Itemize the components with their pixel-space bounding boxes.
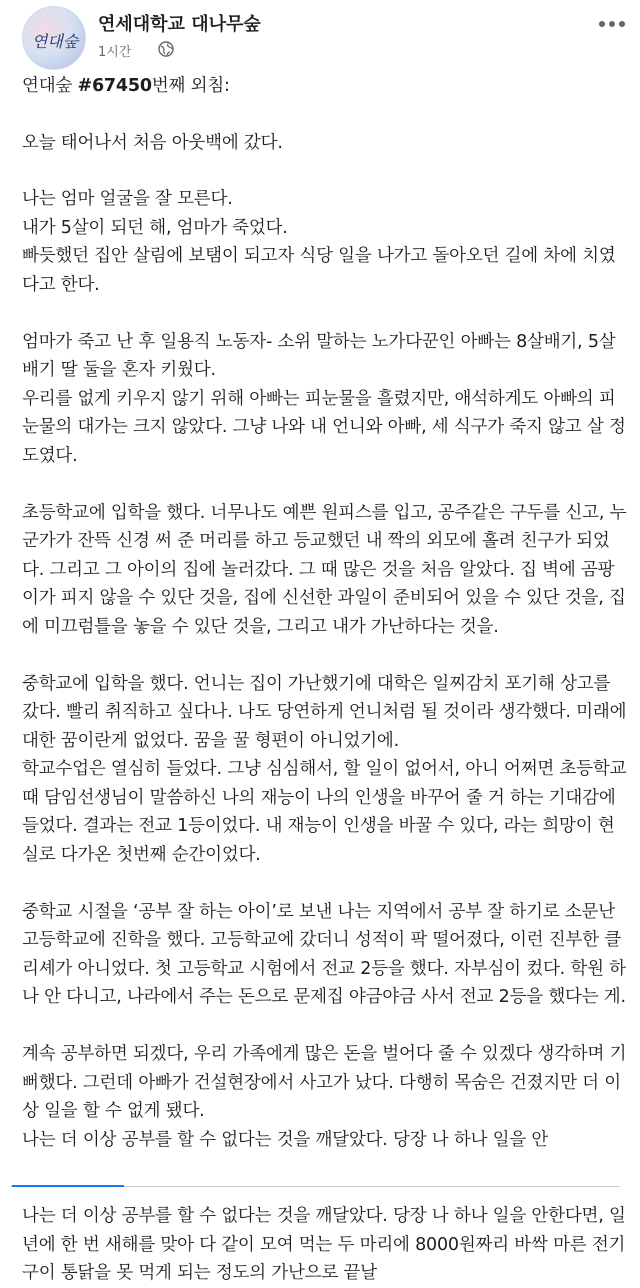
more-dots-icon[interactable] [596,14,628,34]
post-paragraph: 초등학교에 입학을 했다. 너무나도 예쁜 원피스를 입고, 공주같은 구두를 신고, 누군가가 잔뜩 신경 써 준 머리를 하고 등교했던 내 짝의 외모에 홀려 친구가 되었다. 그리고 그 아이의 집에 놀러갔다. 그 때 많은 것을 처음 알았다. 집 벽에 곰팡이가 피지 않을 수 있단 것을, 집에 신선한 과일이 준비되어 있을 수 있단 것을, 집에 미끄럼틀을 놓을 수 있단 것을, 그리고 내가 가난하다는 것을. [22,502,627,637]
avatar-logo-text: 연대숲 [31,32,79,51]
post-paragraph: 오늘 태어나서 처음 아웃백에 갔다. [22,132,283,153]
divider-accent [12,1185,124,1187]
post-paragraph: 계속 공부하면 되겠다, 우리 가족에게 많은 돈을 벌어다 줄 수 있겠다 생각하며 기뻐했다. 그런데 아빠가 건설현장에서 사고가 났다. 다행히 목숨은 건졌지만 더 이상 일을 할 수 없게 됐다. 나는 더 이상 공부를 할 수 없다는 것을 깨달았다. 당장 나 하나 일을 안 [22,1044,627,1150]
post-title-suffix: 번째 외침: [151,76,230,96]
post-header [0,0,640,72]
globe-icon [158,41,174,57]
post-title-prefix: 연대숲 [22,76,78,96]
post-title [22,72,630,101]
page-name-link[interactable]: 연세대학교 대나무숲 [98,14,261,35]
post-paragraph: 중학교에 입학을 했다. 언니는 집이 가난했기에 대학은 일찌감치 포기해 상고를 갔다. 빨리 취직하고 싶다나. 나도 당연하게 언니처럼 될 것이라 생각했다. 미래에 대한 꿈이란게 없었다. 꿈을 꿀 형편이 아니었기에. 학교수업은 열심히 들었다. 그냥 심심해서, 할 일이 없어서, 아니 어쩌면 초등학교 때 담임선생님이 말씀하신 나의 재능이 나의 인생을 바꾸어 줄 거 하는 기대감에 들었다. 결과는 전교 1등이었다. 내 재능이 인생을 바꿀 수 있다, 라는 희망이 현실로 다가온 첫번째 순간이었다. [22,673,627,866]
post-hashtag[interactable]: #67450 [77,76,152,96]
page-avatar[interactable] [22,6,86,70]
continuation-paragraph: 나는 더 이상 공부를 할 수 없다는 것을 깨달았다. 당장 나 하나 일을 안한다면, 일 년에 한 번 새해를 맞아 다 같이 모여 먹는 두 마리에 8000원짜리 바싹 마른 전기구이 통닭을 못 먹게 되는 정도의 가난으로 끝날 [22,1206,626,1284]
post-timestamp[interactable]: 1시간 [98,45,132,60]
post-body [22,72,630,1182]
post-paragraph: 나는 엄마 얼굴을 잘 모른다. 내가 5살이 되던 해, 엄마가 죽었다. 빠듯했던 집안 살림에 보탬이 되고자 식당 일을 나가고 돌아오던 길에 차에 치였다고 한다. [22,189,616,295]
post-paragraph: 중학교 시절을 ‘공부 잘 하는 아이’로 보낸 나는 지역에서 공부 잘 하기로 소문난 고등학교에 진학을 했다. 고등학교에 갔더니 성적이 팍 떨어졌다, 이런 진부한 클리셰가 아니었다. 첫 고등학교 시험에서 전교 2등을 했다. 자부심이 컸다. 학원 하나 안 다니고, 나라에서 주는 돈으로 문제집 야금야금 사서 전교 2등을 했다는 게. [22,901,626,1008]
post-continuation [22,1202,630,1288]
post-paragraph: 엄마가 죽고 난 후 일용직 노동자- 소위 말하는 노가다꾼인 아빠는 8살배기, 5살배기 딸 둘을 혼자 키웠다. 우리를 없게 키우지 않기 위해 아빠는 피눈물을 흘렸지만, 애석하게도 아빠의 피눈물의 대가는 크지 않았다. 그냥 나와 내 언니와 아빠, 세 식구가 죽지 않고 살 정도였다. [22,331,626,466]
